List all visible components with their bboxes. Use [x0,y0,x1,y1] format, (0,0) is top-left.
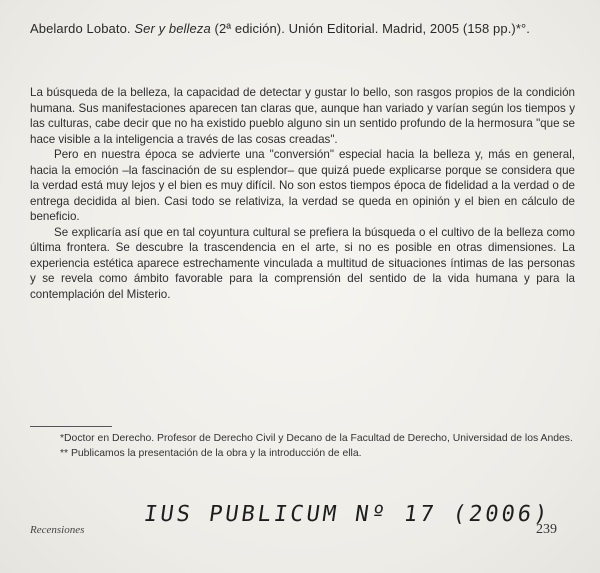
footnote-2: ** Publicamos la presentación de la obra y la introducción de ella. [60,447,362,459]
publication-details: (2ª edición). Unión Editorial. Madrid, 2005 (158 pp.)*°. [214,21,531,36]
footnotes [30,432,575,460]
review-heading [30,20,575,38]
body-text [30,85,575,302]
author-name: Abelardo Lobato. [30,21,131,36]
footnote-divider [30,426,112,427]
paragraph-1: La búsqueda de la belleza, la capacidad de detectar y gustar lo bello, son rasgos propios de la condición humana. Sus manifestaciones aparecen tan claras que, aunque han variado y varían según los tiempos y las culturas, cabe decir que no ha existido pueblo alguno sin un sentido profundo de la hermosura "que se hace visible a la inteligencia a través de las cosas creadas". [30,86,575,146]
paragraph-2: Pero en nuestra época se advierte una "conversión" especial hacia la belleza y, más en general, hacia la emoción –la fascinación de su esplendor– que quizá puede explicarse porque se considera que la verdad está muy lejos y el bien es muy difícil. No son estos tiempos época de fidelidad a la verdad o de entrega decidida al bien. Casi todo se relativiza, la verdad se queda en opinión y el bien en cálculo de beneficio. [30,148,575,223]
paragraph-3: Se explicaría así que en tal coyuntura cultural se prefiera la búsqueda o el cultivo de la belleza como última frontera. Se descubre la trascendencia en el arte, si no es posible en otras dimensiones. La experiencia estética aparece estrechamente vinculada a multitud de situaciones íntimas de las personas y se revela como ámbito favorable para la comprensión del sentido de la vida humana y para la contemplación del Misterio. [30,225,575,301]
book-title: Ser y belleza [134,21,211,36]
handwritten-annotation: IUS PUBLICUM Nº 17 (2006) [142,502,552,527]
footnote-1: *Doctor en Derecho. Profesor de Derecho Civil y Decano de la Facultad de Derecho, Universidad de los Andes. [60,433,573,444]
page-number: 239 [536,522,557,537]
section-label: Recensiones [30,524,85,536]
